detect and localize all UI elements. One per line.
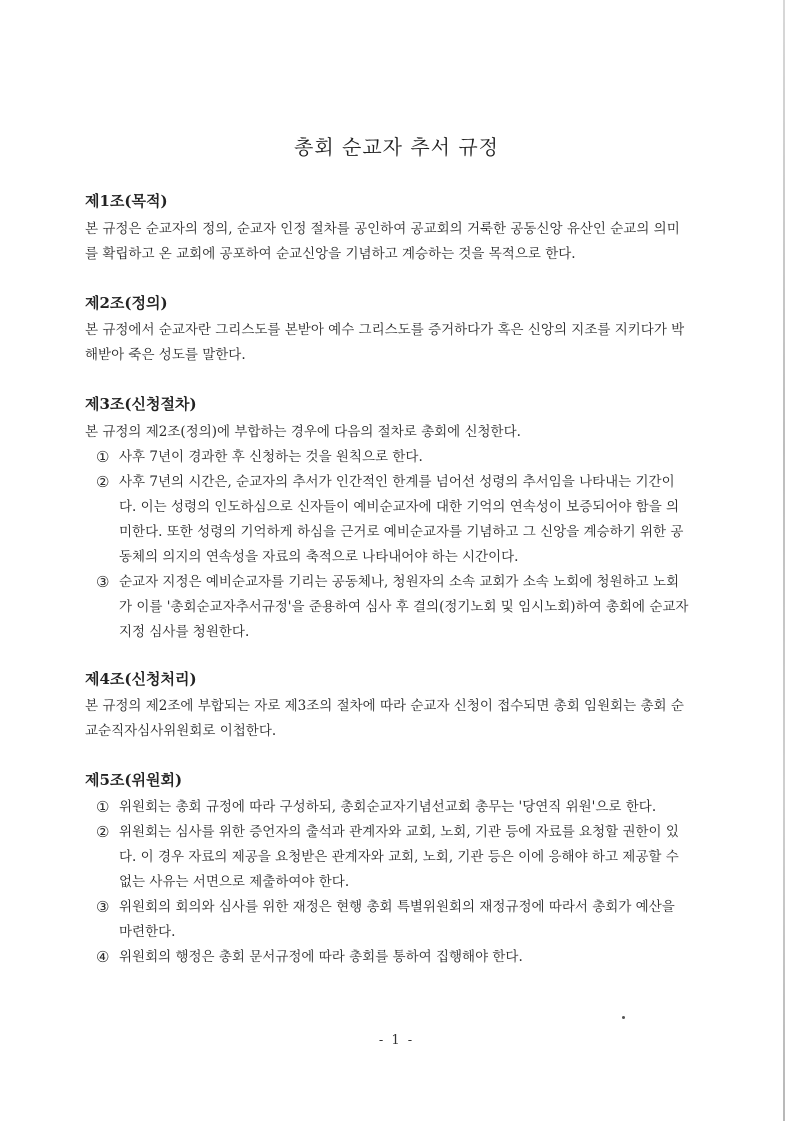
page-number: - 1 - — [378, 1033, 415, 1048]
article-5-item-1-marker: ① — [96, 798, 110, 816]
article-4-heading: 제4조(신청처리) — [85, 670, 197, 688]
article-3-item-3-line-2: 가 이를 '총회순교자추서규정'을 준용하여 심사 후 결의(정기노회 및 임시노회)하여 총회에 순교자 — [119, 599, 689, 615]
article-5-item-2-line-2: 다. 이 경우 자료의 제공을 요청받은 관계자와 교회, 노회, 기관 등은 이에 응해야 하고 제공할 수 — [119, 849, 679, 865]
article-1-heading: 제1조(목적) — [85, 192, 168, 210]
scan-edge-shadow — [783, 0, 785, 1121]
article-3-item-1-marker: ① — [96, 448, 110, 466]
article-5-heading: 제5조(위원회) — [85, 771, 183, 789]
article-5-item-3-line-2: 마련한다. — [119, 924, 176, 940]
article-3-item-2-line-4: 동체의 의지의 연속성을 자료의 축적으로 나타내어야 하는 시간이다. — [119, 549, 519, 565]
article-3-item-2-line-3: 미한다. 또한 성령의 기억하게 하심을 근거로 예비순교자를 기념하고 그 신앙을 계승하기 위한 공 — [119, 524, 684, 540]
article-3-item-1-line-1: 사후 7년이 경과한 후 신청하는 것을 원칙으로 한다. — [119, 449, 423, 465]
article-3-item-3-line-1: 순교자 지정은 예비순교자를 기리는 공동체나, 청원자의 소속 교회가 소속 노회에 청원하고 노회 — [119, 574, 680, 590]
scan-speck — [622, 1016, 625, 1019]
article-5-item-2-line-1: 위원회는 심사를 위한 증언자의 출석과 관계자와 교회, 노회, 기관 등에 자료를 요청할 권한이 있 — [119, 824, 679, 840]
article-2-heading: 제2조(정의) — [85, 294, 168, 312]
article-2-line-1: 본 규정에서 순교자란 그리스도를 본받아 예수 그리스도를 증거하다가 혹은 신앙의 지조를 지키다가 박 — [85, 322, 685, 338]
article-5-item-3-marker: ③ — [96, 898, 110, 916]
article-5-item-2-marker: ② — [96, 823, 110, 841]
article-5-item-1-line-1: 위원회는 총회 규정에 따라 구성하되, 총회순교자기념선교회 총무는 '당연직 위원'으로 한다. — [119, 799, 657, 815]
article-5-item-4-marker: ④ — [96, 948, 110, 966]
article-3-item-2-line-2: 다. 이는 성령의 인도하심으로 신자들이 예비순교자에 대한 기억의 연속성이 보증되어야 함을 의 — [119, 499, 680, 515]
article-3-item-3-marker: ③ — [96, 573, 110, 591]
article-2-line-2: 해받아 죽은 성도를 말한다. — [85, 347, 246, 363]
article-3-item-2-line-1: 사후 7년의 시간은, 순교자의 추서가 인간적인 한계를 넘어선 성령의 추서임을 나타내는 기간이 — [119, 474, 675, 490]
article-1-line-1: 본 규정은 순교자의 정의, 순교자 인정 절차를 공인하여 공교회의 거룩한 공동신앙 유산인 순교의 의미 — [85, 221, 680, 237]
article-5-item-3-line-1: 위원회의 회의와 심사를 위한 재정은 현행 총회 특별위원회의 재정규정에 따라서 총회가 예산을 — [119, 899, 675, 915]
article-4-line-1: 본 규정의 제2조에 부합되는 자로 제3조의 절차에 따라 순교자 신청이 접수되면 총회 임원회는 총회 순 — [85, 698, 684, 714]
article-4-line-2: 교순직자심사위원회로 이첩한다. — [85, 723, 277, 739]
document-title: 총회 순교자 추서 규정 — [294, 135, 499, 159]
article-3-heading: 제3조(신청절차) — [85, 395, 197, 413]
article-3-line-1: 본 규정의 제2조(정의)에 부합하는 경우에 다음의 절차로 총회에 신청한다. — [85, 424, 521, 440]
article-3-item-2-marker: ② — [96, 473, 110, 491]
article-5-item-2-line-3: 없는 사유는 서면으로 제출하여야 한다. — [119, 874, 350, 890]
article-5-item-4-line-1: 위원회의 행정은 총회 문서규정에 따라 총회를 통하여 집행해야 한다. — [119, 949, 523, 965]
article-3-item-3-line-3: 지정 심사를 청원한다. — [119, 624, 250, 640]
article-1-line-2: 를 확립하고 온 교회에 공포하여 순교신앙을 기념하고 계승하는 것을 목적으로 한다. — [85, 246, 576, 262]
